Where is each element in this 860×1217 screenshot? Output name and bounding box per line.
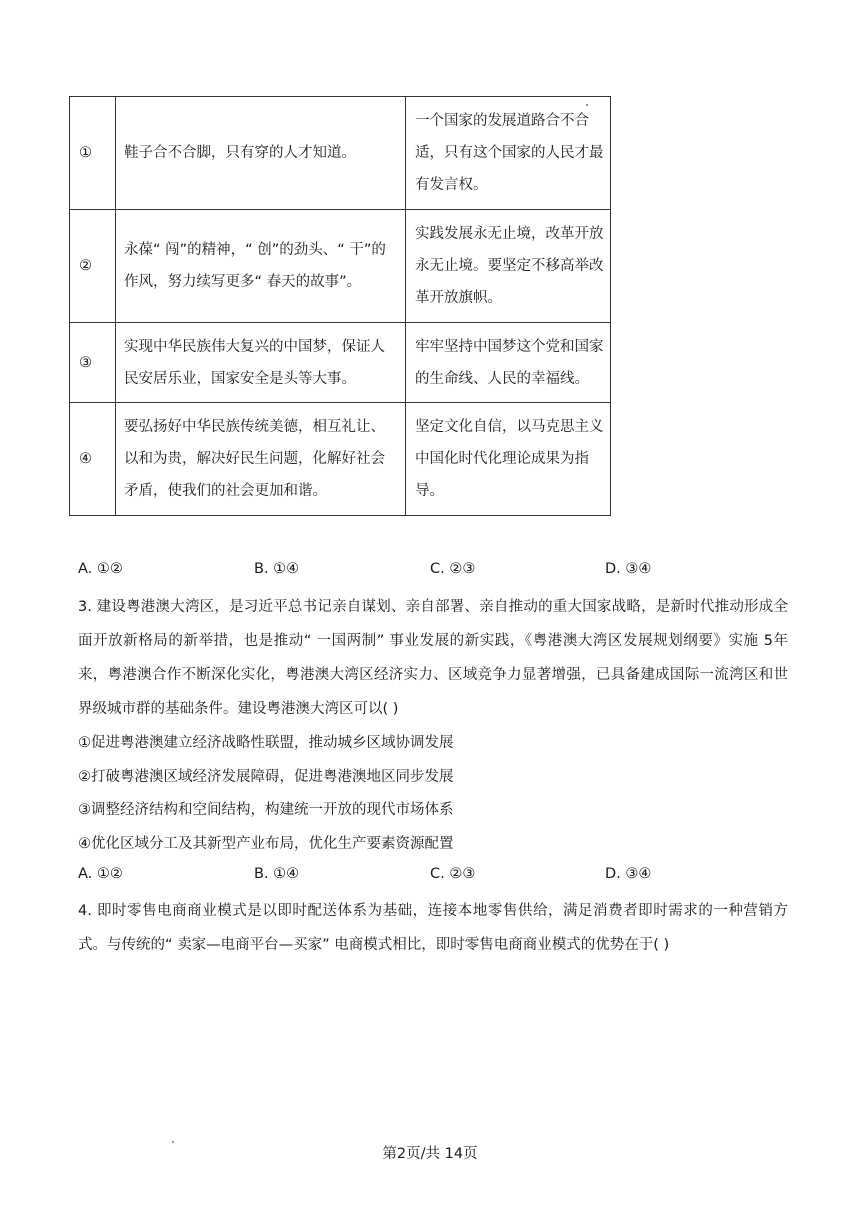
q2-options [78, 561, 778, 583]
table-cell-left: 要弘扬好中华民族传统美德，相互礼让、以和为贵，解决好民生问题，化解好社会矛盾，使我们的社会更加和谐。 [116, 403, 406, 516]
table-row [70, 323, 611, 403]
q4-stem: 4. 即时零售电商商业模式是以即时配送体系为基础，连接本地零售供给，满足消费者即时需求的一种营销方式。与传统的“ 卖家—电商平台—买家” 电商模式相比，即时零售电商商业模式的优势在于( ) [78, 903, 788, 953]
table-cell-right: 牢牢坚持中国梦这个党和国家的生命线、人民的幸福线。 [406, 323, 611, 403]
table-cell-left: 实现中华民族伟大复兴的中国梦，保证人民安居乐业，国家安全是头等大事。 [116, 323, 406, 403]
q3-statement: ③调整经济结构和空间结构，构建统一开放的现代市场体系 [78, 802, 454, 818]
q3-options [78, 866, 778, 888]
option-d[interactable]: D. ③④ [605, 866, 652, 882]
row-number: ④ [70, 403, 116, 516]
option-b[interactable]: B. ①④ [254, 866, 300, 882]
q3-statement: ④优化区域分工及其新型产业布局，优化生产要素资源配置 [78, 836, 454, 852]
comparison-table [69, 96, 611, 516]
row-number: ③ [70, 323, 116, 403]
option-c[interactable]: C. ②③ [430, 561, 476, 577]
table-cell-left: 鞋子合不合脚，只有穿的人才知道。 [116, 97, 406, 210]
option-c[interactable]: C. ②③ [430, 866, 476, 882]
q3-stem: 3. 建设粤港澳大湾区，是习近平总书记亲自谋划、亲自部署、亲自推动的重大国家战略，是新时代推动形成全面开放新格局的新举措，也是推动“ 一国两制” 事业发展的新实践，《粤港澳大湾区发展规划纲要》实施 5年来，粤港澳合作不断深化实化，粤港澳大湾区经济实力、区域竞争力显著增强，已具备建成国际一流湾区和世界级城市群的基础条件。建设粤港澳大湾区可以( ) [78, 599, 788, 717]
row-number: ① [70, 97, 116, 210]
table-row [70, 97, 611, 210]
speck-mark [586, 104, 588, 106]
table-cell-right: 实践发展永无止境，改革开放永无止境。要坚定不移高举改革开放旗帜。 [406, 210, 611, 323]
table-cell-left: 永葆“ 闯”的精神，“ 创”的劲头、“ 干”的作风，努力续写更多“ 春天的故事”。 [116, 210, 406, 323]
table-cell-right: 一个国家的发展道路合不合适，只有这个国家的人民才最有发言权。 [406, 97, 611, 210]
option-b[interactable]: B. ①④ [254, 561, 300, 577]
q3-statement: ①促进粤港澳建立经济战略性联盟，推动城乡区域协调发展 [78, 735, 454, 751]
option-a[interactable]: A. ①② [78, 561, 123, 577]
row-number: ② [70, 210, 116, 323]
option-d[interactable]: D. ③④ [605, 561, 652, 577]
table-cell-right: 坚定文化自信，以马克思主义中国化时代化理论成果为指导。 [406, 403, 611, 516]
page-number: 第2页/共 14页 [382, 1146, 478, 1162]
option-a[interactable]: A. ①② [78, 866, 123, 882]
q3-statement: ②打破粤港澳区域经济发展障碍，促进粤港澳地区同步发展 [78, 769, 454, 785]
table-row [70, 210, 611, 323]
table-row [70, 403, 611, 516]
